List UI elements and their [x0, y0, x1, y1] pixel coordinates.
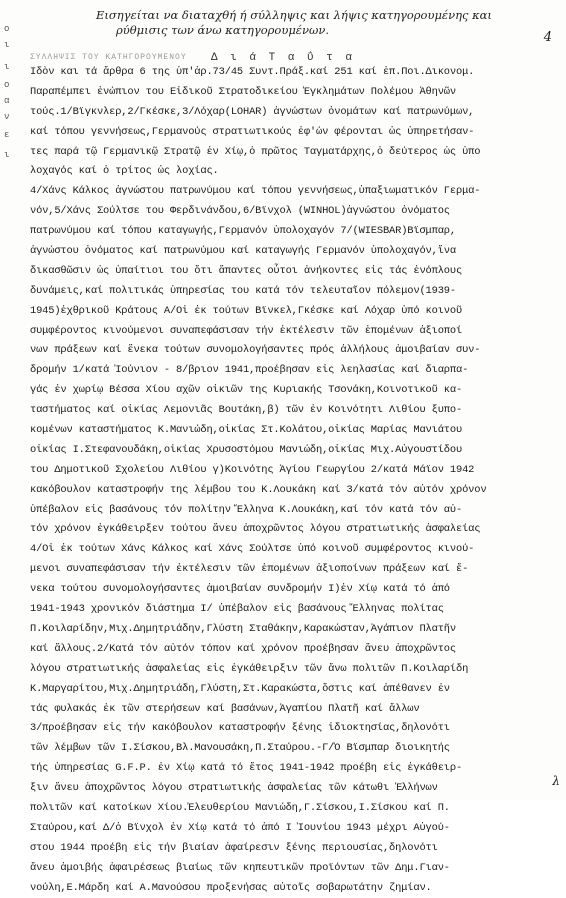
margin-mark: ν — [4, 112, 10, 122]
body-line: Σταύρου,καί Δ/ὁ Βϊνχολ ἐν Χίῳ κατά τό ἀπό Ι Ἰουνίου 1943 μέχρι Αὐγού- — [30, 821, 450, 834]
body-line: 3/προέβησαν εἰς τήν κακόβουλον καταστροφήν ξένης ἰδιοκτησίας,δηλονότι — [30, 722, 450, 735]
body-line: στου 1944 προέβη εἰς τήν βιαίαν ἀφαίρεσιν ξένης περιουσίας,δηλονότι — [30, 841, 438, 854]
body-line: κομένων καταστήματος Κ.Μανιώδη,οἰκίας Στ.Κολάτου,οἰκίας Μαρίας Μανιάτου — [30, 424, 463, 437]
body-line: τῶν λέμβων τῶν Ι.Σίσκου,Βλ.Μανουσάκη,Π.Σταύρου.-Γ/Ὁ Βϊσμπαρ διοικητής — [30, 742, 450, 755]
body-line: τάς φυλακάς ἐκ τῶν στερήσεων καί βασάνων,Ἀγαπίου Πλατῆ καί ἄλλων — [30, 702, 420, 715]
body-line: Παραπέμπει ἐνώπιον του Εἰδικοῦ Στρατοδικείου Ἐγκλημάτων Πολέμου Ἀθηνῶν — [30, 85, 456, 98]
body-line: 1941-1943 χρονικόν διάστημα Ι/ ὑπέβαλον εἰς βασάνους Ἕλληνας πολίτας — [30, 603, 444, 616]
body-line: πολιτῶν καί κατοίκων Χίου.Ἐλευθερίου Μανιώδη,Γ.Σίσκου,Ι.Σίσκου καί Π. — [30, 801, 450, 814]
document-body — [30, 63, 558, 898]
margin-mark: ι — [4, 150, 10, 160]
body-line: ταστήματος καί οἰκίας Λεμονιᾶς Βουτάκη,β) τῶν ἐν Κοινότητι Λιθίου ξυπο- — [30, 404, 463, 417]
body-line: ἀγνώστου ὀνόματος καί πατρωνύμου καί καταγωγής Γερμανόν ὑπολοχαγόν,ἵνα — [30, 245, 456, 258]
body-line: 4/Χάνς Κάλκος ἀγνώστου πατρωνύμου καί τόπου γεννήσεως,ὑπαξιωματικόν Γερμα- — [30, 185, 481, 198]
body-line: ὑπέβαλον εἰς βασάνους τόν πολίτην Ἕλληνα Κ.Λουκάκη,καί τόν κατά τόν αὐ- — [30, 503, 463, 516]
handwritten-note-line: Εισηγείται να διαταχθή ή σύλληψις και λήψις κατηγορουμένης και — [96, 8, 492, 22]
body-line: συμφέροντος κινούμενοι συναπεφάσισαν τήν ἐκτέλεσιν τῶν ἑπομένων ἀξιοποί — [30, 324, 463, 337]
body-line: τής ὑπηρεσίας G.F.P. ἐν Χίῳ κατά τό ἔτος 1941-1942 προέβη εἰς ἐγκάθειρ- — [30, 762, 463, 775]
body-line: οἰκίας Ι.Στεφανουδάκη,οἰκίας Χρυσοστόμου Μανιώδη,οἰκίας Μιχ.Αὐγουστίδου — [30, 443, 463, 456]
body-line: γάς ἐν χωρίῳ Βέσσα Χίου αχῶν οἰκιῶν της Κυριακής Τσονάκη,Κοινοτικοῦ κα- — [30, 384, 463, 397]
body-line: Ἰδὸν και τά ἄρθρα 6 της ὑπ'ἀρ.73/45 Συντ.Πράξ.καί 251 καί ἑπ.Ποι.Δικονομ. — [30, 66, 475, 78]
margin-mark: ι — [4, 62, 10, 72]
body-line: τες παρά τῷ Γερμανικῷ Στρατῷ ἐν Χίῳ,ὁ πρῶτος Ταγματάρχης,ὁ δεύτερος ὡς ὑπο — [30, 145, 481, 158]
body-line: δυνάμεις,καί πολιτικάς ὑπηρεσίας του κατά τόν τελευταῖον πόλεμον(1939- — [30, 284, 456, 297]
body-line: δικασθῶσιν ὡς ὑπαίτιοι του ὅτι ἅπαντες οὗτοι ἀνήκοντες εἰς τάς ἐνόπλους — [30, 264, 463, 277]
body-line: 4/Οἱ ἐκ τούτων Χάνς Κάλκος καί Χάνς Σούλτσε ὑπό κοινοῦ συμφέροντος κινού- — [30, 543, 475, 556]
body-line: ἄνευ ἀμοιβής ἀφαιρέσεως βιαίως τῶν κηπευτικῶν προϊόντων τῶν Δημ.Γιαν- — [30, 861, 450, 874]
body-line: νεκα τούτου συνομολογήσαντες ἀμοιβαίαν συνδρομήν Ι)ἐν Χίῳ κατά τό ἀπό — [30, 583, 450, 596]
body-line: καί ἄλλους.2/Κατά τόν αὐτόν τόπον καί χρόνον προέβησαν ἄνευ ἀποχρῶντος — [30, 642, 456, 655]
handwritten-note-line: ρύθμισις των άνω κατηγορουμένων. — [116, 23, 329, 37]
body-line: νούλη,Ε.Μάρδη καί Α.Μανούσου προξενήσας αὐτοῖς σοβαρωτάτην ζημίαν. — [30, 881, 432, 894]
body-line: καί τόπου γεννήσεως,Γερμανούς στρατιωτικούς ἐφ'ών φέρονται ὡς ὑπηρετήσαν- — [30, 125, 475, 138]
margin-mark: ι — [4, 40, 10, 50]
body-line: Κ.Μαργαρίτου,Μιχ.Δημητριάδη,Γλύστη,Στ.Καρακώστα,ὅστις καί ἀπέθανεν ἐν — [30, 682, 450, 695]
body-line: κακόβουλον καταστροφήν της λέμβου του Κ.Λουκάκη καί 3/κατά τόν αὐτόν χρόνον — [30, 483, 487, 496]
handwritten-note — [96, 8, 566, 38]
body-line: 1945)ἐχθρικοῦ Κράτους Α/Οἱ ἐκ τούτων Βϊνκελ,Γκέσκε καί Λόχαρ ὑπό κοινοῦ — [30, 304, 463, 317]
body-line: ξιν ἄνευ ἀποχρῶντος λόγου στρατιωτικής ἀσφαλείας τῶν κάτωθι Ἑλλήνων — [30, 782, 438, 795]
body-line: Π.Κοιλαρίδην,Μιχ.Δημητριάδην,Γλύστη Σταθάκην,Καρακώσταν,Ἀγάπιον Πλατῆν — [30, 622, 456, 635]
body-line: τόν χρόνον ἐγκάθειρξεν τούτου ἄνευ ἀποχρῶντος λόγου στρατιωτικής ἀσφαλείας — [30, 523, 481, 536]
body-line: μενοι συναπεφάσισαν τήν ἐκτέλεσιν τῶν ἑπομένων ἀξιοποίνων πράξεων καί ἕ- — [30, 563, 469, 576]
margin-mark: ο — [4, 80, 10, 90]
margin-mark: α — [4, 96, 10, 106]
body-line: του Δημοτικοῦ Σχολείου Λιθίου γ)Κοινότης Ἁγίου Γεωργίου 2/κατά Μάϊον 1942 — [30, 463, 475, 476]
margin-mark: ο — [4, 24, 10, 34]
page-number: 4 — [543, 30, 552, 45]
margin-mark: ε — [4, 130, 10, 140]
stamp-mark: λ — [552, 774, 560, 788]
body-line: πατρωνύμου καί τόπου καταγωγής,Γερμανόν ὑπολοχαγόν 7/(WIESBAR)Βϊσμπαρ, — [30, 225, 456, 238]
body-line: δρομήν 1/κατά Ἰούνιον - 8/βριον 1941,προέβησαν εἰς λεηλασίας καί διαρπα- — [30, 364, 469, 377]
body-line: λόγου στρατιωτικής ἀσφαλείας εἰς ἐγκάθειρξιν τῶν ἄνω πολιτῶν Π.Κοιλαρίδη — [30, 662, 469, 675]
body-line: νων πράξεων καί ἕνεκα τούτων συνομολογήσαντες πρός ἀλλήλους ἀμοιβαίαν συν- — [30, 344, 481, 357]
body-line: τούς.1/Βϊγκνλερ,2/Γκέσκε,3/Λόχαρ(LOHAR) ἀγνώστων ὀνομάτων καί πατρωνύμων, — [30, 105, 475, 118]
document-heading: Δ ι ά Τ α ΰ τ α — [210, 52, 356, 64]
body-line: νόν,5/Χάνς Σούλτσε του Φερδινάνδου,6/Βϊνχολ (WINHOL)ἀγνώστου ὀνόματος — [30, 205, 450, 218]
faint-header: ΣΥΛΛΗΨΙΣ ΤΟΥ ΚΑΤΗΓΟΡΟΥΜΕΝΟΥ — [30, 53, 187, 62]
body-line: λοχαγός καί ὁ τρίτος ὡς λοχίας. — [30, 165, 219, 178]
